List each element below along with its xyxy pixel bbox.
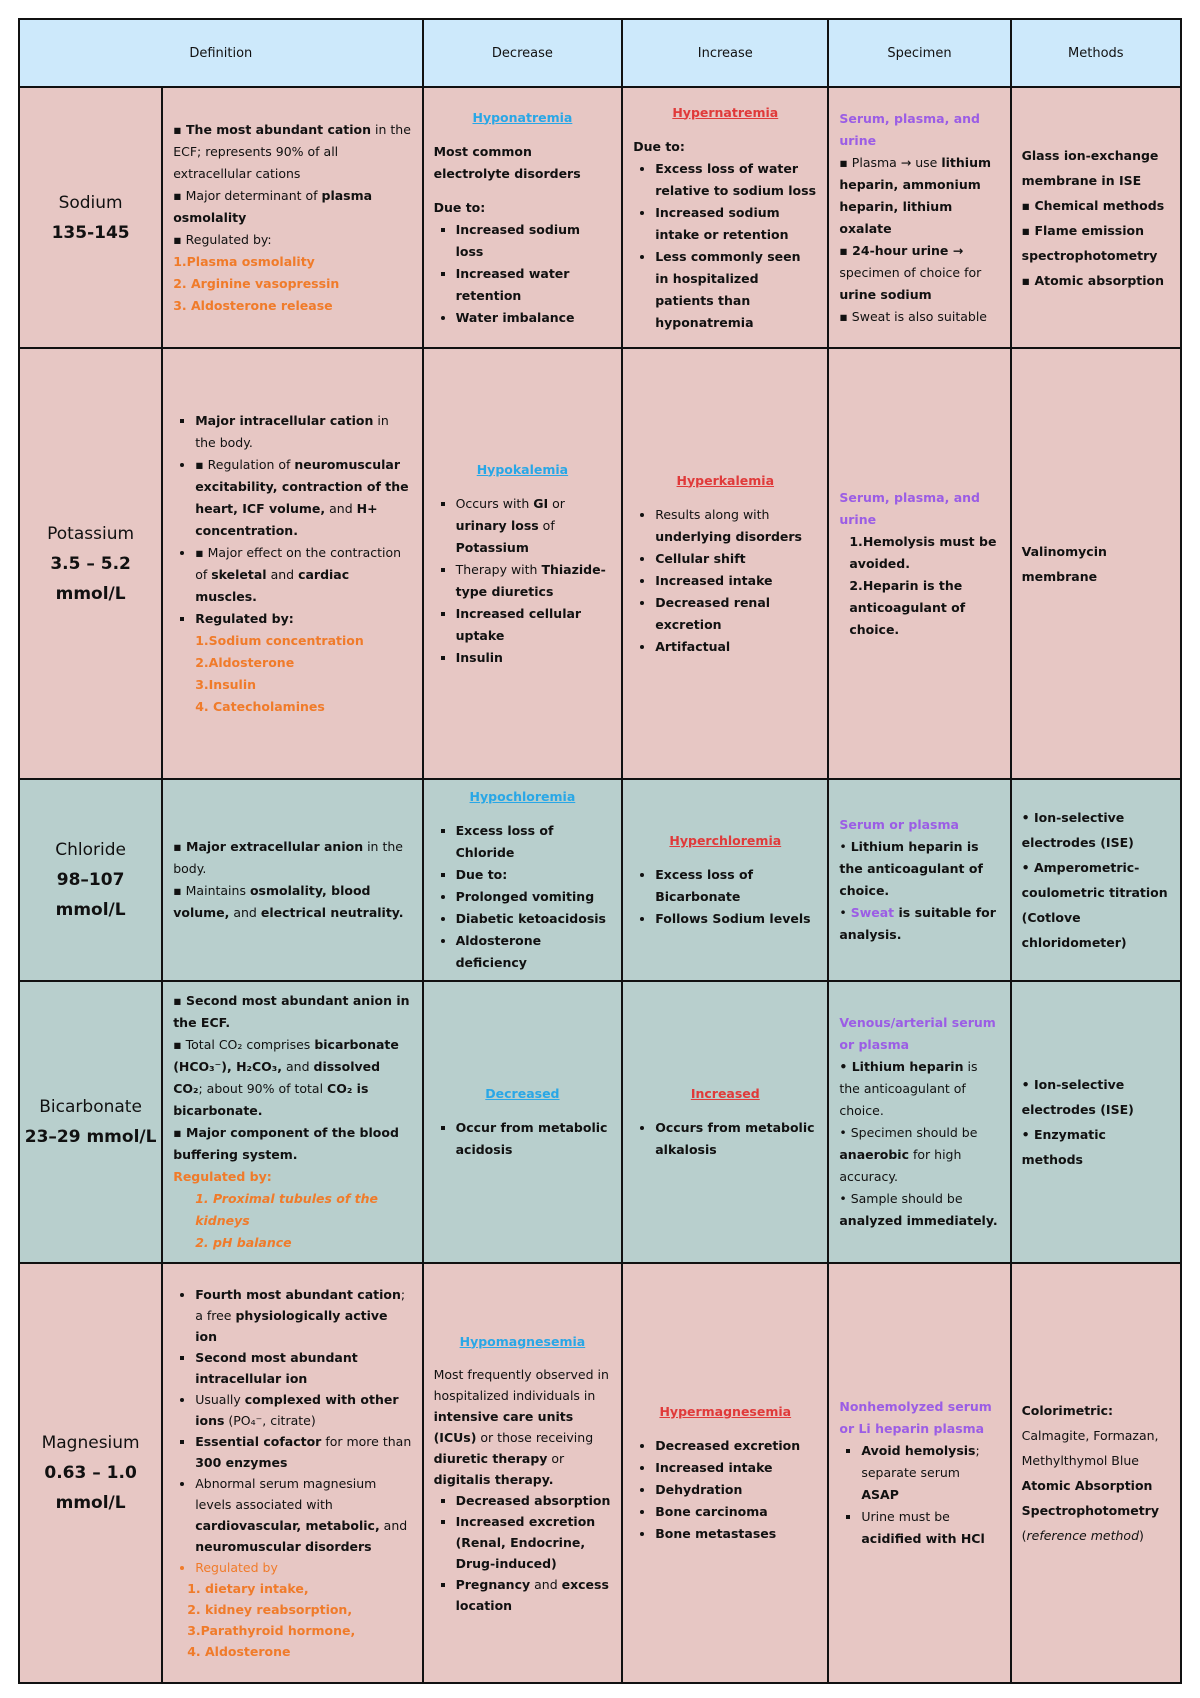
cause-item: ▪ Increased cellular uptake [456, 603, 612, 647]
definition-line: ▪ Second most abundant anion in the ECF. [173, 993, 410, 1030]
cause-item: • Excess loss of Bicarbonate [655, 864, 817, 908]
regulator-item: 1. Proximal tubules of the kidneys [195, 1191, 378, 1228]
header-row [19, 19, 1181, 87]
method-item: Glass ion-exchange membrane in ISE [1021, 147, 1159, 188]
cause-item: ▪ Increased sodium loss [456, 219, 612, 263]
electrolyte-table [18, 18, 1182, 1684]
method-item: • Enzymatic methods [1021, 1127, 1106, 1167]
cause-item: ▪ Increased water retention [456, 263, 612, 307]
condition-title: Hypernatremia [672, 104, 779, 120]
definition-line: ▪ Maintains osmolality, blood volume, and electrical neutrality. [173, 883, 404, 920]
potassium-increase-cell [622, 348, 828, 779]
regulator-item: 1.Plasma osmolality [173, 253, 315, 269]
specimen-line: ▪ Plasma → use lithium heparin, ammonium heparin, lithium oxalate [839, 154, 991, 236]
bicarbonate-increase-cell [622, 981, 828, 1263]
definition-item: • Regulated by [195, 1557, 411, 1578]
condition-title: Hypochloremia [469, 789, 576, 804]
specimen-item: 2.Heparin is the anticoagulant of choice. [849, 577, 966, 637]
definition-item: ▪ Major intracellular cation in the body. [195, 410, 411, 454]
due-to-label: Due to: [433, 199, 486, 215]
condition-title: Hypokalemia [476, 461, 569, 477]
cause-item: • Diabetic ketoacidosis [456, 908, 612, 930]
electrolyte-name: Bicarbonate [39, 1097, 142, 1117]
chloride-definition-cell [162, 779, 422, 981]
method-item: ▪ Flame emission spectrophotometry [1021, 222, 1158, 263]
definition-item: ▪ Regulated by: [195, 608, 411, 630]
cause-item: • Prolonged vomiting [456, 886, 612, 908]
cause-item: • Cellular shift [655, 548, 817, 570]
due-to-label: Due to: [633, 138, 685, 154]
header-specimen: Specimen [828, 19, 1010, 87]
method-item: • Ion-selective electrodes (ISE) [1021, 810, 1134, 850]
header-methods: Methods [1011, 19, 1181, 87]
electrolyte-name: Chloride [55, 840, 126, 860]
method-item: Colorimetric: [1021, 1403, 1114, 1418]
sodium-name-cell [19, 87, 162, 348]
definition-item: • Usually complexed with other ions (PO₄⁻, citrate) [195, 1389, 411, 1431]
regulator-item: 3. Aldosterone release [173, 297, 333, 313]
specimen-title: Serum, plasma, and urine [839, 489, 980, 527]
definition-line: ▪ Total CO₂ comprises bicarbonate (HCO₃⁻), H₂CO₃, and dissolved CO₂; about 90% of total CO₂ is bicarbonate. [173, 1037, 399, 1118]
definition-item: • Fourth most abundant cation; a free physiologically active ion [195, 1284, 411, 1347]
specimen-line: ▪ Sweat is also suitable [839, 308, 987, 324]
cause-item: • Increased intake [655, 570, 817, 592]
cause-item: • Bone metastases [655, 1523, 817, 1545]
specimen-item: ▪ Avoid hemolysis; separate serum ASAP [861, 1440, 999, 1506]
cause-item: ▪ Decreased absorption [456, 1490, 612, 1511]
cause-item: ▪ Occurs with GI or urinary loss of Potassium [456, 493, 612, 559]
specimen-line: • Sweat is suitable for analysis. [839, 905, 996, 942]
regulator-item: 2. pH balance [195, 1235, 292, 1250]
cause-item: • Increased sodium intake or retention [655, 202, 817, 246]
cause-item: • Water imbalance [456, 307, 612, 329]
chloride-increase-cell [622, 779, 828, 981]
potassium-name-cell [19, 348, 162, 779]
row-sodium [19, 87, 1181, 348]
method-item: • Ion-selective electrodes (ISE) [1021, 1077, 1134, 1117]
chloride-decrease-cell [423, 779, 623, 981]
electrolyte-name: Potassium [47, 523, 135, 544]
definition-line: ▪ The most abundant cation in the ECF; represents 90% of all extracellular cations [173, 121, 411, 181]
specimen-title: Serum, plasma, and urine [839, 110, 980, 148]
specimen-line: • Lithium heparin is the anticoagulant of choice. [839, 1059, 978, 1118]
condition-title: Increased [690, 1086, 760, 1101]
condition-title: Hypermagnesemia [659, 1404, 792, 1419]
regulator-item: 1.Sodium concentration [195, 632, 364, 648]
condition-intro: Most frequently observed in hospitalized individuals in intensive care units (ICUs) or those receiving diuretic therapy or digitalis therapy. [433, 1366, 609, 1487]
regulator-item: 2. Arginine vasopressin [173, 275, 340, 291]
definition-line: ▪ Regulated by: [173, 231, 272, 247]
cause-item: • Bone carcinoma [655, 1501, 817, 1523]
cause-item: ▪ Occur from metabolic acidosis [456, 1117, 612, 1161]
cause-item: ▪ Excess loss of Chloride [456, 820, 612, 864]
potassium-methods-cell [1011, 348, 1181, 779]
sodium-definition-cell [162, 87, 422, 348]
bicarbonate-methods-cell [1011, 981, 1181, 1263]
method-item: ▪ Chemical methods [1021, 197, 1165, 213]
regulator-item: 2.Aldosterone [195, 654, 295, 670]
condition-title: Hyponatremia [472, 109, 573, 125]
bicarbonate-name-cell [19, 981, 162, 1263]
chloride-specimen-cell [828, 779, 1010, 981]
condition-title: Hypomagnesemia [459, 1333, 586, 1349]
specimen-item: ▪ Urine must be acidified with HCl [861, 1506, 999, 1550]
reference-range: 3.5 – 5.2 mmol/L [50, 553, 131, 604]
condition-intro: Most common electrolyte disorders [433, 143, 581, 181]
specimen-title: Serum or plasma [839, 817, 959, 832]
method-item: (reference method) [1021, 1528, 1144, 1543]
magnesium-decrease-cell [423, 1263, 623, 1683]
specimen-line: • Specimen should be anaerobic for high accuracy. [839, 1125, 978, 1184]
electrolyte-name: Magnesium [41, 1433, 140, 1453]
cause-item: ▪ Pregnancy and excess location [456, 1574, 612, 1616]
chloride-methods-cell [1011, 779, 1181, 981]
sodium-decrease-cell [423, 87, 623, 348]
row-chloride [19, 779, 1181, 981]
reference-range: 98–107 mmol/L [55, 870, 126, 920]
definition-item: • ▪ Regulation of neuromuscular excitability, contraction of the heart, ICF volume, and H+ concentration. [195, 454, 411, 542]
specimen-line: • Lithium heparin is the anticoagulant of choice. [839, 839, 983, 898]
magnesium-methods-cell [1011, 1263, 1181, 1683]
magnesium-definition-cell [162, 1263, 422, 1683]
cause-item: • Decreased excretion [655, 1435, 817, 1457]
reference-range: 0.63 – 1.0 mmol/L [44, 1463, 137, 1513]
magnesium-increase-cell [622, 1263, 828, 1683]
cause-item: • Increased intake [655, 1457, 817, 1479]
bicarbonate-decrease-cell [423, 981, 623, 1263]
specimen-line: • Sample should be analyzed immediately. [839, 1191, 998, 1228]
cause-item: • Artifactual [655, 636, 817, 658]
potassium-decrease-cell [423, 348, 623, 779]
cause-item: ▪ Insulin [456, 647, 612, 669]
cause-item: • Excess loss of water relative to sodium loss [655, 158, 817, 202]
regulator-label: Regulated by: [173, 1169, 272, 1184]
sodium-increase-cell [622, 87, 828, 348]
cause-item: • Follows Sodium levels [655, 908, 817, 930]
cause-item: • Results along with underlying disorders [655, 504, 817, 548]
sodium-specimen-cell [828, 87, 1010, 348]
row-bicarbonate [19, 981, 1181, 1263]
row-magnesium [19, 1263, 1181, 1683]
regulator-item: 4. Aldosterone [187, 1644, 291, 1659]
regulator-item: 3.Insulin [195, 676, 257, 692]
bicarbonate-specimen-cell [828, 981, 1010, 1263]
regulator-item: 1. dietary intake, [187, 1581, 309, 1596]
specimen-line: ▪ 24-hour urine → specimen of choice for urine sodium [839, 242, 982, 302]
reference-range: 23–29 mmol/L [24, 1127, 157, 1147]
condition-title: Hyperkalemia [676, 472, 775, 488]
definition-item: • Abnormal serum magnesium levels associated with cardiovascular, metabolic, and neuromuscular disorders [195, 1473, 411, 1557]
potassium-specimen-cell [828, 348, 1010, 779]
method-item: Calmagite, Formazan, Methylthymol Blue [1021, 1428, 1159, 1468]
specimen-item: 1.Hemolysis must be avoided. [849, 533, 997, 571]
reference-range: 135-145 [51, 222, 130, 243]
cause-item: • Dehydration [655, 1479, 817, 1501]
chloride-name-cell [19, 779, 162, 981]
cause-item: • Decreased renal excretion [655, 592, 817, 636]
method-item: Atomic Absorption Spectrophotometry [1021, 1478, 1159, 1518]
cause-item: ▪ Therapy with Thiazide-type diuretics [456, 559, 612, 603]
bicarbonate-definition-cell [162, 981, 422, 1263]
cause-item: ▪ Due to: [456, 864, 612, 886]
header-decrease: Decrease [423, 19, 623, 87]
row-potassium [19, 348, 1181, 779]
definition-line: ▪ Major determinant of plasma osmolality [173, 187, 373, 225]
definition-item: ▪ Essential cofactor for more than 300 enzymes [195, 1431, 411, 1473]
cause-item: • Occurs from metabolic alkalosis [655, 1117, 817, 1161]
regulator-item: 4. Catecholamines [195, 698, 325, 714]
regulator-item: 3.Parathyroid hormone, [187, 1623, 356, 1638]
sodium-methods-cell [1011, 87, 1181, 348]
definition-item: • ▪ Major effect on the contraction of skeletal and cardiac muscles. [195, 542, 411, 608]
regulator-item: 2. kidney reabsorption, [187, 1602, 353, 1617]
magnesium-name-cell [19, 1263, 162, 1683]
definition-line: ▪ Major extracellular anion in the body. [173, 839, 403, 876]
cause-item: • Aldosterone deficiency [456, 930, 612, 974]
magnesium-specimen-cell [828, 1263, 1010, 1683]
cause-item: ▪ Increased excretion (Renal, Endocrine, Drug-induced) [456, 1511, 612, 1574]
method-item: Valinomycin membrane [1021, 543, 1107, 584]
header-increase: Increase [622, 19, 828, 87]
definition-line: ▪ Major component of the blood buffering system. [173, 1125, 399, 1162]
header-definition: Definition [19, 19, 423, 87]
specimen-title: Venous/arterial serum or plasma [839, 1015, 996, 1052]
electrolyte-table-sheet [18, 18, 1182, 1684]
method-item: ▪ Atomic absorption [1021, 272, 1165, 288]
potassium-definition-cell [162, 348, 422, 779]
definition-item: ▪ Second most abundant intracellular ion [195, 1347, 411, 1389]
cause-item: • Less commonly seen in hospitalized patients than hyponatremia [655, 246, 817, 334]
method-item: • Amperometric-coulometric titration (Cotlove chloridometer) [1021, 860, 1168, 950]
specimen-title: Nonhemolyzed serum or Li heparin plasma [839, 1399, 992, 1436]
electrolyte-name: Sodium [58, 192, 123, 213]
condition-title: Decreased [485, 1086, 560, 1101]
condition-title: Hyperchloremia [669, 833, 782, 848]
